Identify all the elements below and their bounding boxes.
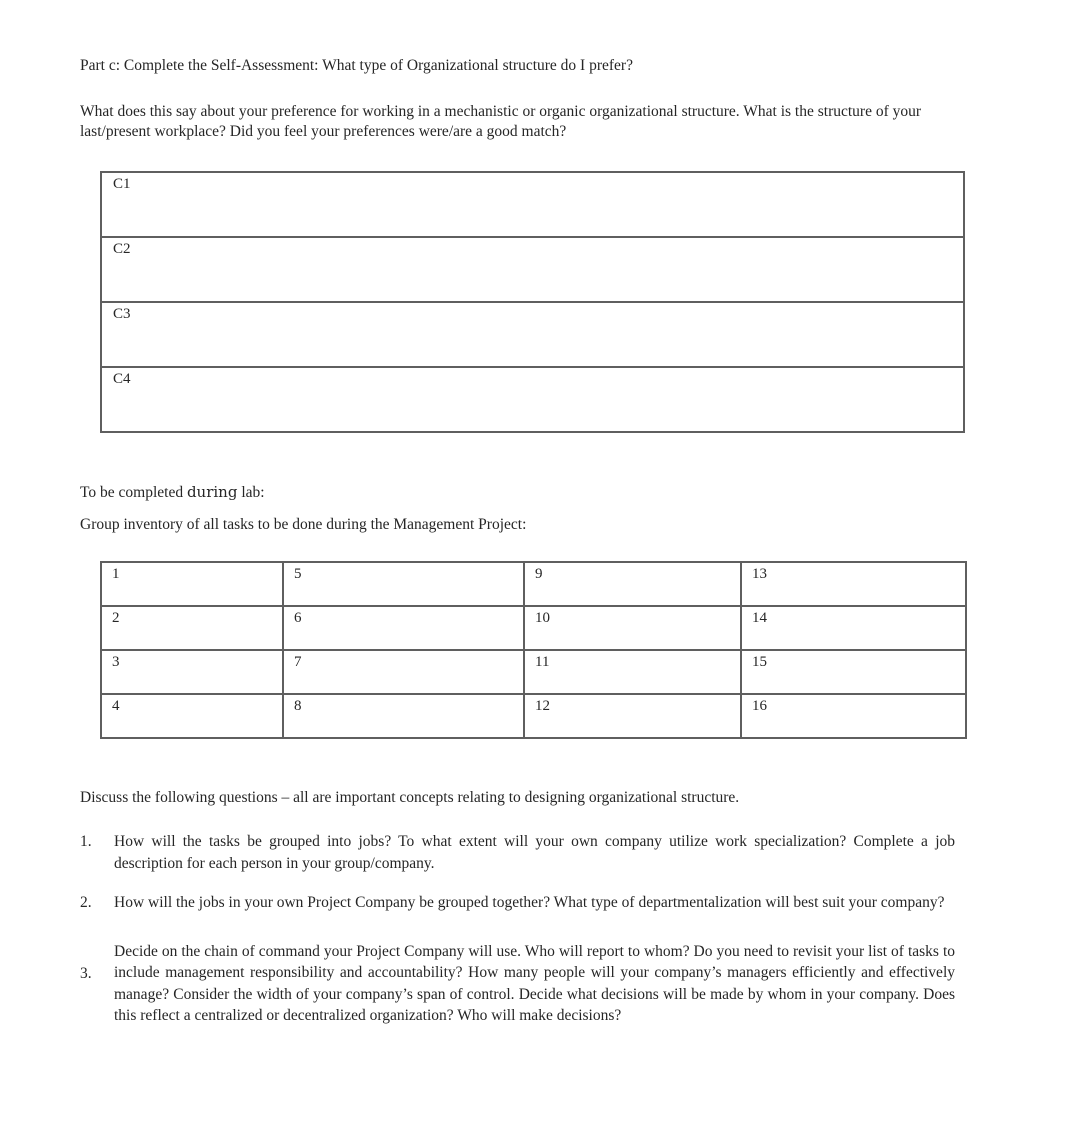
- lab-note: [80, 483, 966, 502]
- cell-label: 10: [535, 610, 550, 626]
- assessment-answer-cell-c3[interactable]: [101, 302, 964, 367]
- page-content: [80, 56, 966, 1027]
- question-item-2: [80, 892, 955, 914]
- question-text: How will the tasks be grouped into jobs? To what extent will your own company utilize work specialization? Complete a job description for each person in your group/company.: [114, 833, 955, 872]
- cell-label: 9: [535, 566, 543, 582]
- question-number: 1.: [80, 833, 92, 850]
- cell-label: 11: [535, 654, 550, 670]
- task-inventory-table: [100, 561, 967, 739]
- table-row: [101, 172, 964, 237]
- cell-label: 4: [112, 698, 120, 714]
- task-cell-3[interactable]: [101, 650, 283, 694]
- table-row: [101, 302, 964, 367]
- task-cell-11[interactable]: [524, 650, 741, 694]
- group-inventory-heading: Group inventory of all tasks to be done during the Management Project:: [80, 516, 527, 533]
- question-number: 2.: [80, 894, 92, 911]
- intro-paragraph: What does this say about your preference for working in a mechanistic or organic organizational structure. What is the structure of your last/present workplace? Did you feel your preferences were/are a good match?: [80, 103, 922, 140]
- lab-note-emphasis: during: [186, 483, 238, 501]
- table-row: [101, 606, 966, 650]
- question-list: [80, 831, 966, 1027]
- task-cell-8[interactable]: [283, 694, 524, 738]
- task-cell-16[interactable]: [741, 694, 966, 738]
- cell-label: 7: [294, 654, 302, 670]
- cell-label: 6: [294, 610, 302, 626]
- assessment-answer-cell-c1[interactable]: [101, 172, 964, 237]
- table-row: [101, 367, 964, 432]
- table-row: [101, 694, 966, 738]
- cell-label: 13: [752, 566, 767, 582]
- cell-label: 14: [752, 610, 767, 626]
- cell-label: 15: [752, 654, 767, 670]
- cell-label: 16: [752, 698, 767, 714]
- task-cell-7[interactable]: [283, 650, 524, 694]
- cell-label: 12: [535, 698, 550, 714]
- task-cell-15[interactable]: [741, 650, 966, 694]
- question-item-3: [80, 941, 955, 1027]
- task-cell-6[interactable]: [283, 606, 524, 650]
- lab-note-suffix: lab:: [237, 484, 265, 501]
- task-cell-10[interactable]: [524, 606, 741, 650]
- question-text: How will the jobs in your own Project Company be grouped together? What type of departmentalization will best suit your company?: [114, 894, 945, 911]
- task-cell-14[interactable]: [741, 606, 966, 650]
- lab-note-prefix: To be completed: [80, 484, 187, 501]
- assessment-table: [100, 171, 965, 433]
- task-cell-5[interactable]: [283, 562, 524, 606]
- question-item-1: [80, 831, 955, 874]
- task-cell-4[interactable]: [101, 694, 283, 738]
- assessment-answer-cell-c4[interactable]: [101, 367, 964, 432]
- cell-label: C4: [113, 371, 131, 387]
- cell-label: 2: [112, 610, 120, 626]
- assessment-answer-cell-c2[interactable]: [101, 237, 964, 302]
- task-cell-9[interactable]: [524, 562, 741, 606]
- cell-label: C3: [113, 306, 131, 322]
- discuss-heading: Discuss the following questions – all are important concepts relating to designing organizational structure.: [80, 789, 740, 806]
- task-cell-13[interactable]: [741, 562, 966, 606]
- cell-label: 3: [112, 654, 120, 670]
- table-row: [101, 650, 966, 694]
- cell-label: C2: [113, 241, 131, 257]
- table-row: [101, 237, 964, 302]
- page-title: Part c: Complete the Self-Assessment: What type of Organizational structure do I prefer?: [80, 57, 633, 74]
- cell-label: 5: [294, 566, 302, 582]
- cell-label: 1: [112, 566, 120, 582]
- question-number: 3.: [80, 964, 92, 982]
- table-row: [101, 562, 966, 606]
- task-cell-2[interactable]: [101, 606, 283, 650]
- task-cell-12[interactable]: [524, 694, 741, 738]
- cell-label: C1: [113, 176, 131, 192]
- cell-label: 8: [294, 698, 302, 714]
- task-cell-1[interactable]: [101, 562, 283, 606]
- question-text: Decide on the chain of command your Project Company will use. Who will report to whom? Do you need to revisit your list of tasks to include management responsibility and accountability? How many people will your company’s managers efficiently and effectively manage? Consider the width of your company’s span of control. Decide what decisions will be made by whom in your company. Does this reflect a centralized or decentralized organization? Who will make decisions?: [114, 942, 955, 1024]
